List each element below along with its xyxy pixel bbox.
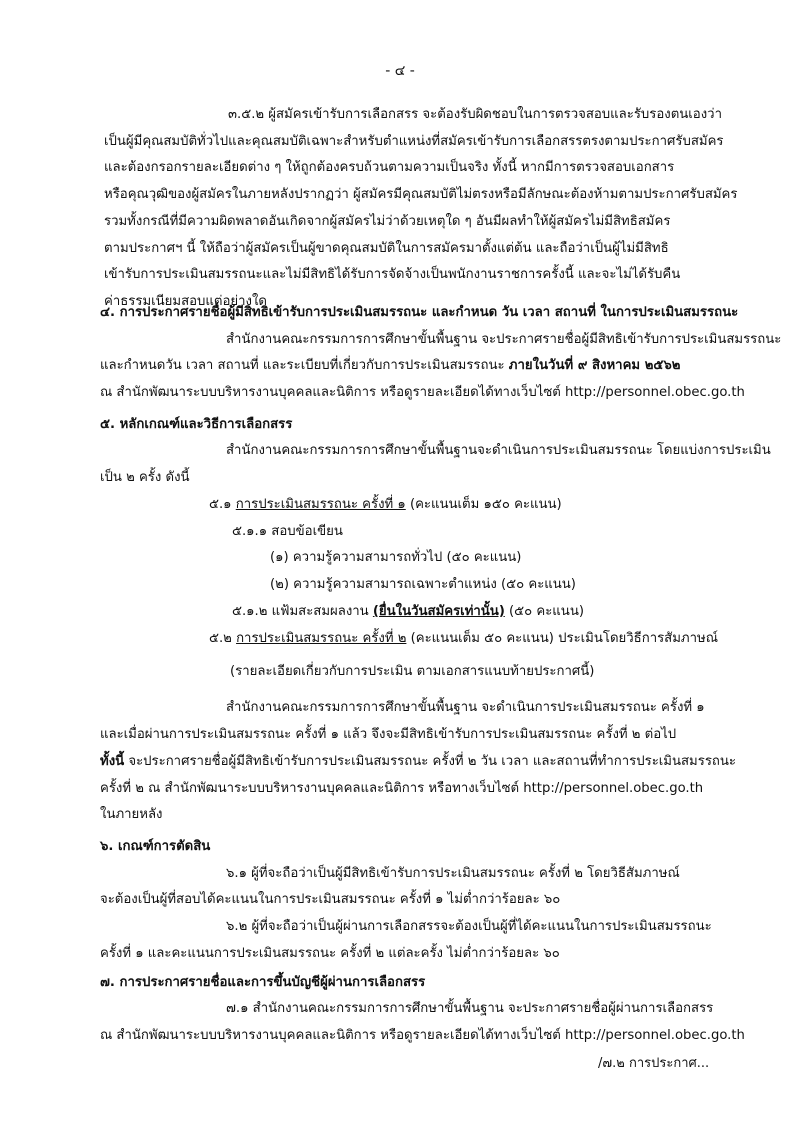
item-5-1 [209,495,562,515]
item-6-2: ๖.๒ ผู้ที่จะถือว่าเป็นผู้ผ่านการเลือกสรรจะต้องเป็นผู้ที่ได้คะแนนในการประเมินสมรรถนะ [226,919,712,935]
section-7-heading: ๗. การประกาศรายชื่อและการขึ้นบัญชีผู้ผ่านการเลือกสรร [100,974,426,990]
item-6-2: ครั้งที่ ๑ และคะแนนการประเมินสมรรถนะ ครั้งที่ ๒ แต่ละครั้ง ไม่ต่ำกว่าร้อยละ ๖๐ [100,946,560,961]
item-6-1: ๖.๑ ผู้ที่จะถือว่าเป็นผู้มีสิทธิเข้ารับการประเมินสมรรถนะ ครั้งที่ ๒ โดยวิธีสัมภาษณ์ [226,865,680,881]
section-4-line [100,356,680,376]
para-3-5-2-line: ตามประกาศฯ นี้ ให้ถือว่าผู้สมัครเป็นผู้ขาดคุณสมบัติในการสมัครมาตั้งแต่ต้น และถือว่าเป็นผู้ไม่มีสิทธิ [104,240,669,256]
para-3-5-2-line: รวมทั้งกรณีที่มีความผิดพลาดอันเกิดจากผู้สมัครไม่ว่าด้วยเหตุใด ๆ อันมีผลทำให้ผู้สมัครไม่มีสิทธิสมัคร [104,213,671,229]
section-5-para: ในภายหลัง [100,807,163,823]
item-5-1-2-score: (๕๐ คะแนน) [504,603,584,619]
section-5-para [100,752,736,772]
item-5-2-number: ๕.๒ [209,630,237,646]
item-5-1-title: การประเมินสมรรถนะ ครั้งที่ ๑ [235,496,406,512]
item-7-1: ณ สำนักพัฒนาระบบบริหารงานบุคคลและนิติการ หรือดูรายละเอียดได้ทางเว็บไซต์ http://personnel.obec.go.th [100,1028,745,1044]
section-4-text: และกำหนดวัน เวลา สถานที่ และระเบียบที่เกี่ยวกับการประเมินสมรรถนะ [100,358,509,374]
para-3-5-2-line: หรือคุณวุฒิของผู้สมัครในภายหลังปรากฏว่า ผู้สมัครมีคุณสมบัติไม่ตรงหรือมีลักษณะต้องห้ามตามประกาศรับสมัคร [104,187,738,203]
item-5-1-1-b: (๒) ความรู้ความสามารถเฉพาะตำแหน่ง (๕๐ คะแนน) [270,577,576,593]
item-5-2-title: การประเมินสมรรถนะ ครั้งที่ ๒ [236,630,407,646]
item-5-1-number: ๕.๑ [209,496,236,512]
section-5-note: (รายละเอียดเกี่ยวกับการประเมิน ตามเอกสารแนบท้ายประกาศนี้) [230,664,595,680]
item-5-1-2-note: (ยื่นในวันสมัครเท่านั้น) [372,603,505,619]
section-5-text: จะประกาศรายชื่อผู้มีสิทธิเข้ารับการประเมินสมรรถนะ ครั้งที่ ๒ วัน เวลา และสถานที่ทำการประเมินสมรรถนะ [124,753,736,769]
section-5-emphasis: ทั้งนี้ [100,753,125,769]
item-5-1-1-a: (๑) ความรู้ความสามารถทั่วไป (๕๐ คะแนน) [270,550,522,566]
section-4-deadline: ภายในวันที่ ๙ สิงหาคม ๒๕๖๒ [508,358,681,374]
section-5-para: และเมื่อผ่านการประเมินสมรรถนะ ครั้งที่ ๑ แล้ว จึงจะมีสิทธิเข้ารับการประเมินสมรรถนะ ครั้งที่ ๒ ต่อไป [100,727,677,743]
section-5-para: สำนักงานคณะกรรมการการศึกษาขั้นพื้นฐาน จะดำเนินการประเมินสมรรถนะ ครั้งที่ ๑ [226,700,705,716]
section-6-heading: ๖. เกณฑ์การตัดสิน [100,838,211,854]
para-3-5-2-line: ๓.๕.๒ ผู้สมัครเข้ารับการเลือกสรร จะต้องรับผิดชอบในการตรวจสอบและรับรองตนเองว่า [228,106,722,122]
page-number: - ๔ - [385,63,415,79]
section-5-line: เป็น ๒ ครั้ง ดังนี้ [100,470,190,486]
para-3-5-2-line: เข้ารับการประเมินสมรรถนะและไม่มีสิทธิได้รับการจัดจ้างเป็นพนักงานราชการครั้งนี้ และจะไม่ได้รับคืน [104,267,681,283]
section-4-line: ณ สำนักพัฒนาระบบบริหารงานบุคคลและนิติการ หรือดูรายละเอียดได้ทางเว็บไซต์ http://personnel.obec.go.th [100,385,745,401]
para-3-5-2-line: เป็นผู้มีคุณสมบัติทั่วไปและคุณสมบัติเฉพาะสำหรับตำแหน่งที่สมัครเข้ารับการเลือกสรรตรงตามประกาศรับสมัคร [104,133,724,149]
para-3-5-2-line: และต้องกรอกรายละเอียดต่าง ๆ ให้ถูกต้องครบถ้วนตามความเป็นจริง ทั้งนี้ หากมีการตรวจสอบเอกสาร [104,160,675,176]
page-continuation: /๗.๒ การประกาศ... [598,1056,710,1071]
para-3-5-2-line: ค่าธรรมเนียมสอบแต่อย่างใด [104,294,267,310]
item-6-1: จะต้องเป็นผู้ที่สอบได้คะแนนในการประเมินสมรรถนะ ครั้งที่ ๑ ไม่ต่ำกว่าร้อยละ ๖๐ [100,892,561,908]
item-5-1-score: (คะแนนเต็ม ๑๕๐ คะแนน) [405,496,562,512]
section-5-line: สำนักงานคณะกรรมการการศึกษาขั้นพื้นฐานจะดำเนินการประเมินสมรรถนะ โดยแบ่งการประเมิน [226,443,771,459]
item-5-1-2 [232,602,584,622]
section-5-heading: ๕. หลักเกณฑ์และวิธีการเลือกสรร [100,416,293,432]
item-5-1-1: ๕.๑.๑ สอบข้อเขียน [232,523,343,539]
section-5-para: ครั้งที่ ๒ ณ สำนักพัฒนาระบบบริหารงานบุคคลและนิติการ หรือทางเว็บไซต์ http://personnel.obec.go.th [100,780,704,796]
item-5-2-detail: (คะแนนเต็ม ๕๐ คะแนน) ประเมินโดยวิธีการสัมภาษณ์ [406,630,718,646]
item-5-2 [209,629,718,649]
section-4-heading: ๔. การประกาศรายชื่อผู้มีสิทธิเข้ารับการประเมินสมรรถนะ และกำหนด วัน เวลา สถานที่ ในการประเมินสมรรถนะ [100,304,739,320]
section-4-line: สำนักงานคณะกรรมการการศึกษาขั้นพื้นฐาน จะประกาศรายชื่อผู้มีสิทธิเข้ารับการประเมินสมรรถนะ [226,331,782,347]
item-5-1-2-label: ๕.๑.๒ แฟ้มสะสมผลงาน [232,603,373,619]
item-7-1: ๗.๑ สำนักงานคณะกรรมการการศึกษาขั้นพื้นฐาน จะประกาศรายชื่อผู้ผ่านการเลือกสรร [226,1001,714,1017]
